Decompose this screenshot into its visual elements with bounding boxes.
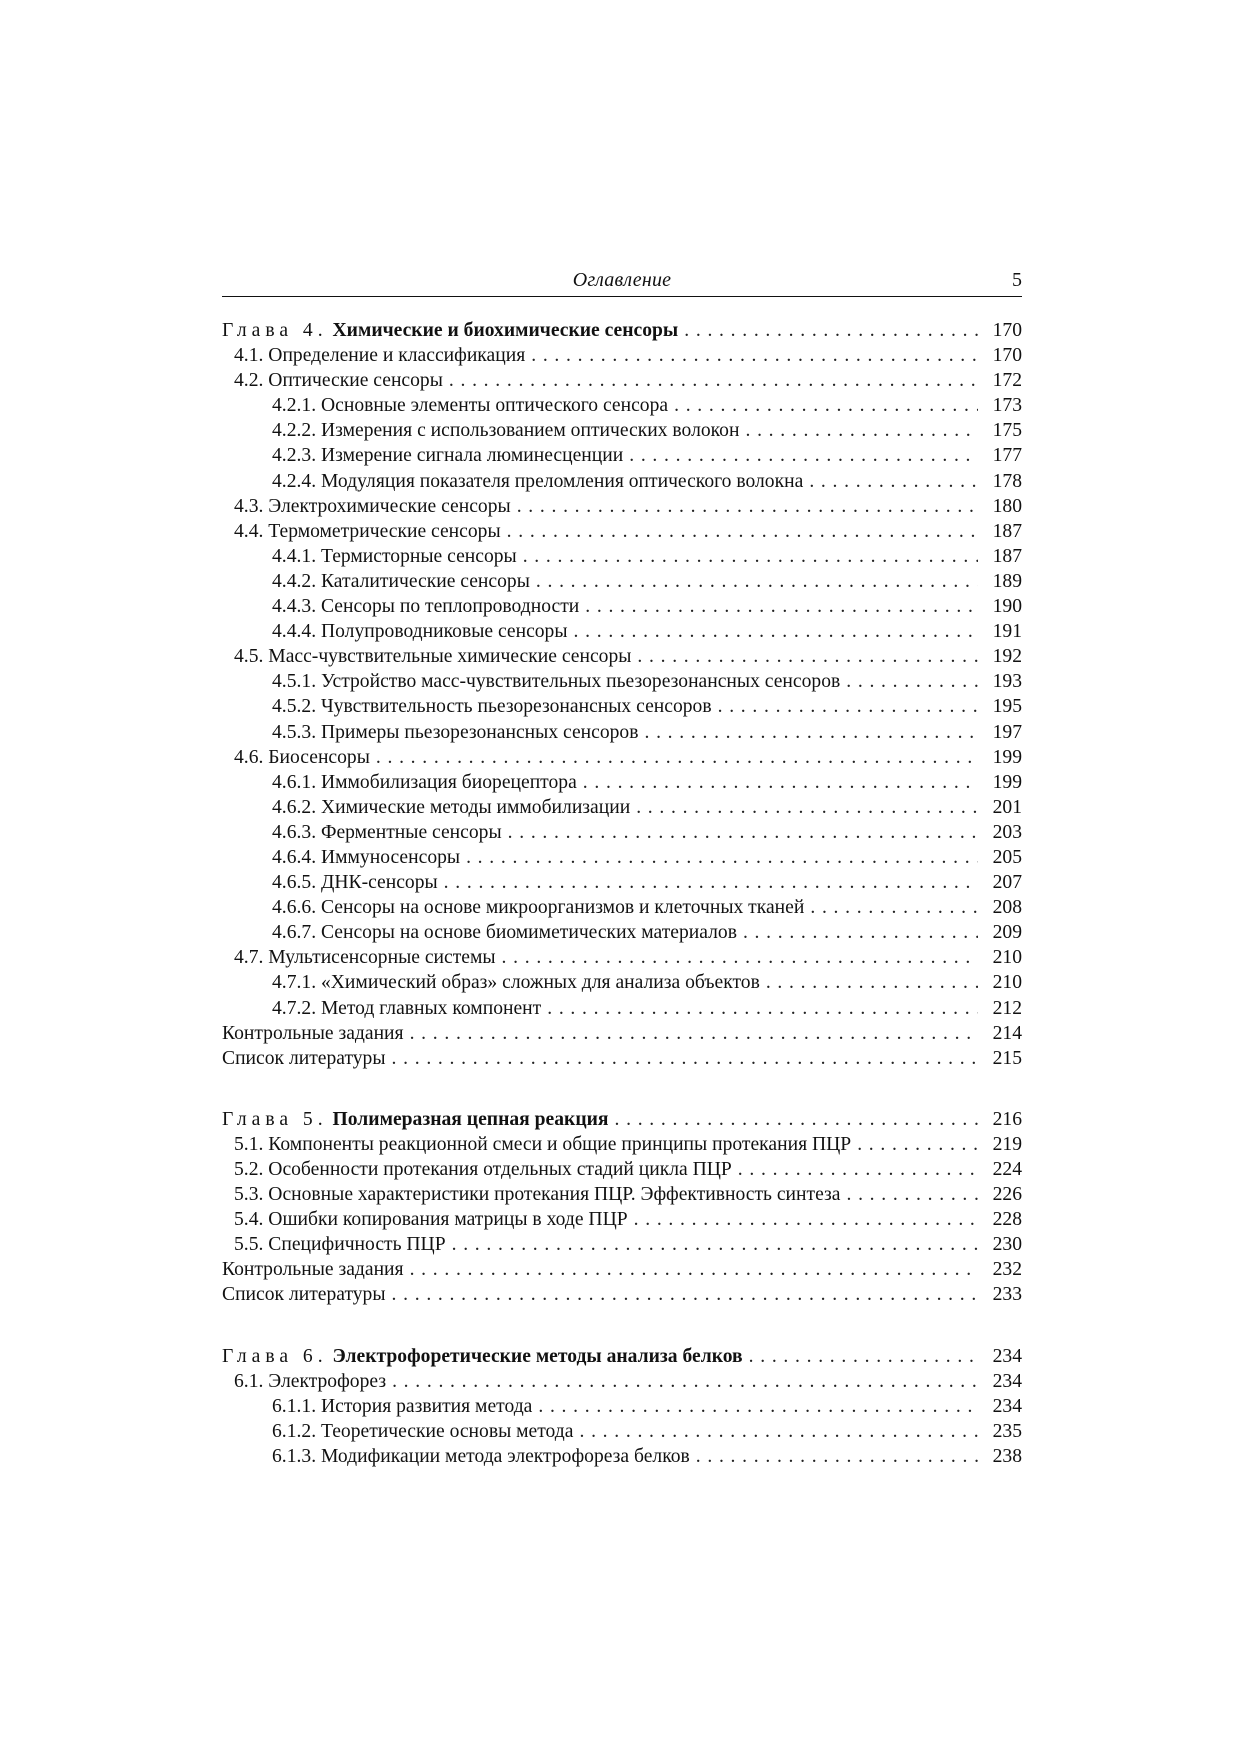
toc-page-number: 172 (992, 370, 1022, 392)
dot-leader (376, 745, 978, 770)
dot-leader (392, 1369, 978, 1394)
toc-page-number: 234 (992, 1395, 1022, 1417)
toc-entry-title: 4.1. Определение и классификация (234, 345, 526, 367)
toc-entry[interactable] (222, 1257, 1022, 1282)
dot-leader (410, 1021, 978, 1046)
toc-subsection-entry[interactable] (222, 920, 1022, 945)
toc-page-number: 187 (992, 520, 1022, 542)
toc-subsection-entry[interactable] (222, 970, 1022, 995)
toc-section-entry[interactable] (222, 343, 1022, 368)
toc-page-number: 175 (992, 420, 1022, 442)
toc-entry-title: 5.2. Особенности протекания отдельных стадий цикла ПЦР (234, 1159, 732, 1180)
toc-entry-title: 4.6.4. Иммуносенсоры (272, 846, 461, 868)
toc-entry-title: 4.6.1. Иммобилизация биорецептора (272, 771, 577, 793)
toc-page-number: 187 (992, 545, 1022, 567)
dot-leader (585, 594, 978, 619)
dot-leader (634, 1207, 978, 1232)
toc-page-number: 195 (992, 696, 1022, 718)
chapter-spacer (222, 1071, 1022, 1107)
dot-leader (449, 368, 978, 393)
toc-entry-title: 4.5.3. Примеры пьезорезонансных сенсоров (272, 721, 639, 743)
toc-subsection-entry[interactable] (222, 694, 1022, 719)
toc-page-number: 233 (992, 1284, 1022, 1306)
toc-entry-title: Список литературы (222, 1284, 386, 1306)
toc-chapter-heading[interactable] (222, 318, 1022, 343)
toc-page-number: 215 (992, 1047, 1022, 1069)
dot-leader (579, 1419, 978, 1444)
toc-entry-title: 4.6.6. Сенсоры на основе микроорганизмов и клеточных тканей (272, 897, 805, 919)
toc-entry-title: 4.5.1. Устройство масс-чувствительных пьезорезонансных сенсоров (272, 671, 841, 693)
toc-page-number: 170 (992, 320, 1022, 341)
dot-leader (743, 920, 978, 945)
toc-entry-title: 4.4.1. Термисторные сенсоры (272, 545, 517, 567)
toc-page-number: 170 (992, 345, 1022, 367)
toc-subsection-entry[interactable] (222, 1444, 1022, 1469)
toc-page-number: 189 (992, 570, 1022, 592)
chapter-heading-text (222, 1107, 609, 1132)
toc-page-number: 230 (992, 1234, 1022, 1256)
toc-entry[interactable] (222, 1046, 1022, 1071)
dot-leader (637, 644, 978, 669)
toc-subsection-entry[interactable] (222, 418, 1022, 443)
dot-leader (810, 895, 978, 920)
toc-section-entry[interactable] (222, 1369, 1022, 1394)
dot-leader (574, 619, 978, 644)
dot-leader (745, 418, 978, 443)
toc-page-number: 193 (992, 671, 1022, 693)
toc-entry-title: 4.2. Оптические сенсоры (234, 370, 443, 392)
toc-subsection-entry[interactable] (222, 720, 1022, 745)
toc-section-entry[interactable] (222, 368, 1022, 393)
dot-leader (452, 1232, 978, 1257)
toc-page-number: 201 (992, 796, 1022, 818)
dot-leader (629, 443, 978, 468)
toc-page-number: 232 (992, 1259, 1022, 1281)
toc-chapter-heading[interactable] (222, 1344, 1022, 1369)
dot-leader (738, 1157, 978, 1182)
toc-section-entry[interactable] (222, 1182, 1022, 1207)
toc-section-entry[interactable] (222, 519, 1022, 544)
toc-subsection-entry[interactable] (222, 996, 1022, 1021)
toc-chapter-heading[interactable] (222, 1107, 1022, 1132)
toc-page-number: 197 (992, 721, 1022, 743)
toc-page-number: 210 (992, 947, 1022, 969)
toc-subsection-entry[interactable] (222, 619, 1022, 644)
toc-section-entry[interactable] (222, 1207, 1022, 1232)
running-head (222, 268, 1022, 297)
toc-subsection-entry[interactable] (222, 569, 1022, 594)
toc-page-number: 224 (992, 1159, 1022, 1180)
toc-page-number: 238 (992, 1445, 1022, 1467)
dot-leader (538, 1394, 978, 1419)
toc-section-entry[interactable] (222, 1132, 1022, 1157)
toc-entry-title: Список литературы (222, 1047, 386, 1069)
toc-entry-title: 4.4.2. Каталитические сенсоры (272, 570, 530, 592)
toc-entry-title: 4.2.1. Основные элементы оптического сенсора (272, 395, 669, 417)
toc-subsection-entry[interactable] (222, 870, 1022, 895)
toc-subsection-entry[interactable] (222, 469, 1022, 494)
toc-entry-title: 4.4.4. Полупроводниковые сенсоры (272, 621, 568, 643)
dot-leader (846, 1182, 978, 1207)
toc-entry-title: 4.4. Термометрические сенсоры (234, 520, 501, 542)
toc-entry-title: 4.7. Мультисенсорные системы (234, 947, 496, 969)
dot-leader (508, 820, 978, 845)
chapter-heading-text (222, 1344, 743, 1369)
toc-entry-title: 4.2.2. Измерения с использованием оптических волокон (272, 420, 740, 442)
toc-subsection-entry[interactable] (222, 594, 1022, 619)
toc-page-number: 180 (992, 495, 1022, 517)
toc-subsection-entry[interactable] (222, 845, 1022, 870)
toc-entry-title: 5.3. Основные характеристики протекания ПЦР. Эффективность синтеза (234, 1184, 841, 1206)
chapter-spacer (222, 1308, 1022, 1344)
toc-entry-title: Контрольные задания (222, 1259, 404, 1281)
toc-page-number: 216 (992, 1108, 1022, 1130)
toc-page-number: 191 (992, 621, 1022, 643)
dot-leader (846, 669, 978, 694)
toc-entry-title: 4.7.2. Метод главных компонент (272, 997, 542, 1019)
dot-leader (536, 569, 978, 594)
toc-subsection-entry[interactable] (222, 669, 1022, 694)
toc-subsection-entry[interactable] (222, 895, 1022, 920)
toc-entry-title: 5.4. Ошибки копирования матрицы в ходе ПЦР (234, 1209, 628, 1231)
dot-leader (583, 770, 978, 795)
dot-leader (523, 544, 978, 569)
toc-entry-title: 5.1. Компоненты реакционной смеси и общие принципы протекания ПЦР (234, 1133, 852, 1155)
toc-page-number: 226 (992, 1184, 1022, 1206)
dot-leader (547, 996, 978, 1021)
toc-page-number: 177 (992, 445, 1022, 467)
toc-entry-title: 5.5. Специфичность ПЦР (234, 1234, 446, 1256)
toc-subsection-entry[interactable] (222, 1394, 1022, 1419)
toc-entry-title: 4.6.2. Химические методы иммобилизации (272, 796, 631, 818)
toc-subsection-entry[interactable] (222, 820, 1022, 845)
toc-entry-title: 4.2.3. Измерение сигнала люминесценции (272, 445, 624, 467)
toc-page-number: 219 (992, 1133, 1022, 1155)
page-number: 5 (1012, 269, 1022, 291)
toc-entry-title: 4.7.1. «Химический образ» сложных для анализа объектов (272, 972, 760, 994)
dot-leader (531, 343, 978, 368)
toc-subsection-entry[interactable] (222, 770, 1022, 795)
toc-entry[interactable] (222, 1282, 1022, 1307)
toc-section-entry[interactable] (222, 745, 1022, 770)
chapter-title: Электрофоретические методы анализа белков (332, 1345, 743, 1367)
toc-page-number: 192 (992, 646, 1022, 668)
dot-leader (392, 1046, 978, 1071)
dot-leader (392, 1282, 978, 1307)
toc-entry-title: 4.5. Масс-чувствительные химические сенсоры (234, 646, 632, 668)
toc-entry[interactable] (222, 1021, 1022, 1046)
toc-page-number: 199 (992, 746, 1022, 768)
dot-leader (636, 795, 978, 820)
toc-section-entry[interactable] (222, 644, 1022, 669)
toc-entry-title: 4.5.2. Чувствительность пьезорезонансных сенсоров (272, 696, 712, 718)
toc-entry-title: 6.1.2. Теоретические основы метода (272, 1420, 574, 1442)
toc-subsection-entry[interactable] (222, 1419, 1022, 1444)
toc-page-number: 209 (992, 922, 1022, 944)
dot-leader (749, 1344, 978, 1369)
dot-leader (507, 519, 978, 544)
toc-entry-title: 6.1.1. История развития метода (272, 1395, 533, 1417)
toc-subsection-entry[interactable] (222, 544, 1022, 569)
toc-page-number: 199 (992, 771, 1022, 793)
toc-entry-title: 4.6. Биосенсоры (234, 746, 370, 768)
toc-entry-title: 4.2.4. Модуляция показателя преломления оптического волокна (272, 470, 804, 492)
toc-page-number: 203 (992, 821, 1022, 843)
dot-leader (502, 945, 978, 970)
toc-page-number: 210 (992, 972, 1022, 994)
chapter-label: Глава 5. (222, 1108, 328, 1130)
toc-entry-title: 6.1.3. Модификации метода электрофореза белков (272, 1445, 690, 1467)
toc-page-number: 234 (992, 1345, 1022, 1367)
toc-entry-title: 4.4.3. Сенсоры по теплопроводности (272, 596, 580, 618)
dot-leader (809, 469, 978, 494)
chapter-title: Химические и биохимические сенсоры (332, 320, 679, 341)
toc-section-entry[interactable] (222, 945, 1022, 970)
toc-page-number: 235 (992, 1420, 1022, 1442)
dot-leader (615, 1107, 978, 1132)
toc-entry-title: Контрольные задания (222, 1022, 404, 1044)
running-head-title: Оглавление (572, 269, 672, 291)
dot-leader (444, 870, 978, 895)
dot-leader (517, 494, 978, 519)
dot-leader (857, 1132, 978, 1157)
toc-entry-title: 4.6.3. Ферментные сенсоры (272, 821, 502, 843)
toc-page-number: 207 (992, 872, 1022, 894)
table-of-contents (222, 318, 1022, 1469)
toc-page-number: 228 (992, 1209, 1022, 1231)
toc-entry-title: 4.3. Электрохимические сенсоры (234, 495, 511, 517)
toc-page-number: 214 (992, 1022, 1022, 1044)
dot-leader (696, 1444, 978, 1469)
toc-entry-title: 4.6.5. ДНК-сенсоры (272, 872, 438, 894)
toc-page-number: 190 (992, 596, 1022, 618)
dot-leader (684, 318, 978, 343)
toc-section-entry[interactable] (222, 1157, 1022, 1182)
toc-subsection-entry[interactable] (222, 795, 1022, 820)
chapter-title: Полимеразная цепная реакция (332, 1108, 609, 1130)
toc-page-number: 208 (992, 897, 1022, 919)
chapter-label: Глава 6. (222, 1345, 328, 1367)
dot-leader (644, 720, 978, 745)
toc-page-number: 178 (992, 470, 1022, 492)
toc-entry-title: 4.6.7. Сенсоры на основе биомиметических материалов (272, 922, 737, 944)
dot-leader (718, 694, 978, 719)
toc-entry-title: 6.1. Электрофорез (234, 1370, 387, 1392)
toc-page-number: 173 (992, 395, 1022, 417)
toc-subsection-entry[interactable] (222, 393, 1022, 418)
toc-page-number: 234 (992, 1370, 1022, 1392)
toc-section-entry[interactable] (222, 1232, 1022, 1257)
dot-leader (766, 970, 978, 995)
dot-leader (410, 1257, 978, 1282)
toc-page-number: 205 (992, 846, 1022, 868)
dot-leader (466, 845, 978, 870)
chapter-heading-text (222, 318, 678, 343)
toc-subsection-entry[interactable] (222, 443, 1022, 468)
dot-leader (674, 393, 978, 418)
toc-page-number: 212 (992, 997, 1022, 1019)
toc-section-entry[interactable] (222, 494, 1022, 519)
chapter-label: Глава 4. (222, 320, 328, 341)
